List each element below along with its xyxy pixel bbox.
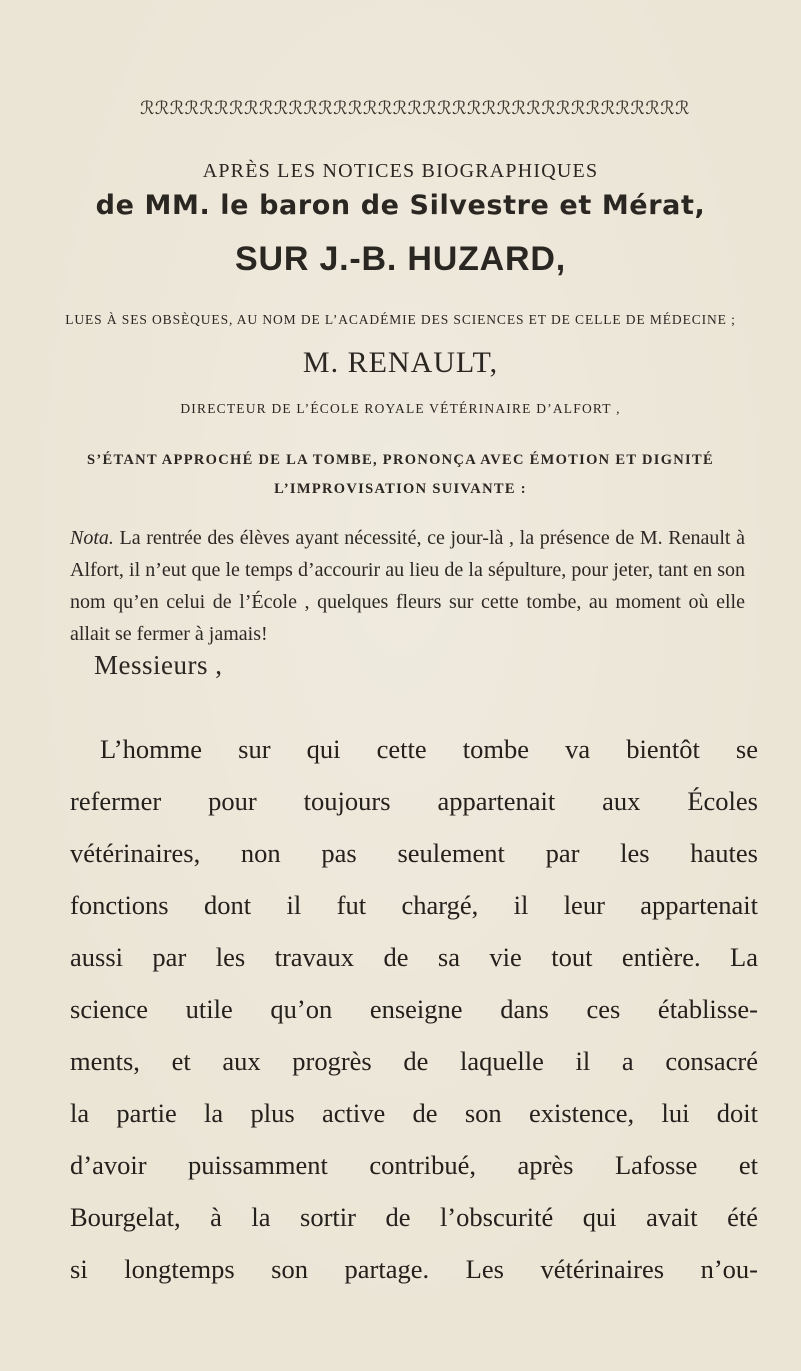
speech-paragraph xyxy=(70,723,758,1295)
speech-line: L’homme sur qui cette tombe va bientôt se xyxy=(100,734,758,764)
speech-line: si longtemps son partage. Les vétérinaires n’ou- xyxy=(70,1254,758,1284)
heading-line-action: S’ÉTANT APPROCHÉ DE LA TOMBE, PRONONÇA AVEC ÉMOTION ET DIGNITÉ xyxy=(87,452,714,468)
heading-line-speaker: M. RENAULT, xyxy=(302,346,499,379)
nota-paragraph xyxy=(70,522,745,650)
heading-line-notices: APRÈS LES NOTICES BIOGRAPHIQUES xyxy=(202,160,599,182)
nota-text: La rentrée des élèves ayant nécessité, ce jour-là , la présence de M. Renault à Alfort, il n’eut que le temps d’accourir au lieu de la sépulture, pour jeter, tant en son nom qu’en celui de l’École , quelques fleurs sur cette tombe, au moment où elle allait se fermer à jamais! xyxy=(70,527,745,645)
speech-line: d’avoir puissamment contribué, après Lafosse et xyxy=(70,1150,758,1180)
speech-line: fonctions dont il fut chargé, il leur appartenait xyxy=(70,890,758,920)
speech-line: aussi par les travaux de sa vie tout entière. La xyxy=(70,942,758,972)
speech-line: science utile qu’on enseigne dans ces établisse- xyxy=(70,994,758,1024)
heading-line-speaker-title: DIRECTEUR DE L’ÉCOLE ROYALE VÉTÉRINAIRE D’ALFORT , xyxy=(180,401,621,416)
nota-label: Nota. xyxy=(70,527,114,549)
decorative-ornament-border: ℛℛℛℛℛℛℛℛℛℛℛℛℛℛℛℛℛℛℛℛℛℛℛℛℛℛℛℛℛℛℛℛℛℛℛℛℛ xyxy=(140,98,690,119)
speech-line: ments, et aux progrès de laquelle il a consacré xyxy=(70,1046,758,1076)
speech-line: Bourgelat, à la sortir de l’obscurité qui avait été xyxy=(70,1202,758,1232)
heading-line-improvisation: L’IMPROVISATION SUIVANTE : xyxy=(274,481,527,497)
salutation: Messieurs , xyxy=(94,650,223,680)
speech-line: la partie la plus active de son existence, lui doit xyxy=(70,1098,758,1128)
speech-line: vétérinaires, non pas seulement par les hautes xyxy=(70,838,758,868)
heading-line-subject: SUR J.-B. HUZARD, xyxy=(235,240,566,278)
speech-line: refermer pour toujours appartenait aux Écoles xyxy=(70,786,758,816)
heading-line-authors: de MM. le baron de Silvestre et Mérat, xyxy=(95,190,706,221)
heading-line-context: LUES À SES OBSÈQUES, AU NOM DE L’ACADÉMIE DES SCIENCES ET DE CELLE DE MÉDECINE ; xyxy=(65,312,736,327)
